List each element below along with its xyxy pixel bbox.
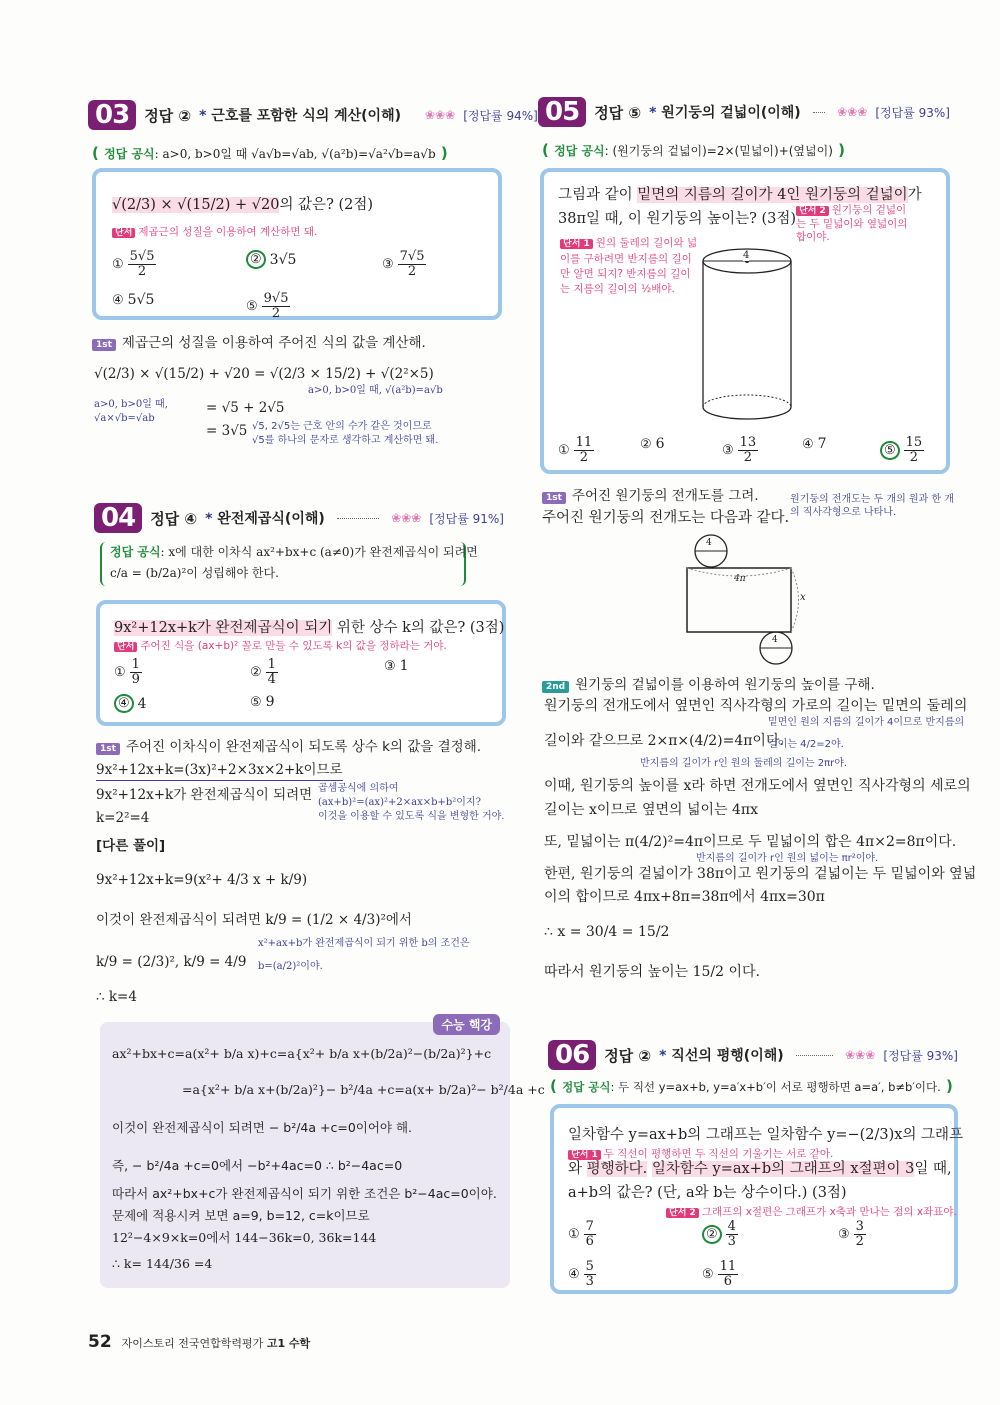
fraction <box>128 250 157 279</box>
hint-text: 주어진 식을 (ax+b)² 꼴로 만들 수 있도록 k의 값을 정하라는 거야. <box>140 640 447 652</box>
choice-marker: ⑤ <box>246 299 258 314</box>
hint-text: 원기둥의 겉넓이는 두 밑넓이와 옆넓이의 합이야. <box>796 204 908 243</box>
choice-marker: ② <box>640 436 652 452</box>
choice-marker: ⑤ <box>250 694 262 710</box>
note: 반지름의 길이가 r인 원의 둘레의 길이는 2πr야. <box>640 758 848 769</box>
note: 원기둥의 전개도는 두 개의 원과 한 개의 직사각형으로 나타나. <box>790 494 954 518</box>
problem-number: 05 <box>538 97 586 127</box>
diameter-label: 4 <box>743 250 750 261</box>
core-line: 12²−4×9×k=0에서 144−36k=0, 36k=144 <box>112 1230 377 1245</box>
hint <box>112 224 317 239</box>
choice-5[interactable] <box>880 436 924 465</box>
solution-line: 주어진 원기둥의 전개도는 다음과 같다. <box>542 510 790 526</box>
fraction <box>854 1220 866 1249</box>
step-1st <box>542 486 759 508</box>
question-highlight: 9x²+12x+k가 완전제곱식이 되기 <box>114 620 333 636</box>
solution-line: k=2²=4 <box>96 810 150 826</box>
choice-marker: ① <box>568 1227 580 1242</box>
choice-marker: ③ <box>382 257 394 272</box>
solution-line: √(2/3) × √(15/2) + √20 = √(2/3 × 15/2) + √(2²×5) <box>94 366 434 382</box>
problem-05-box <box>540 168 950 474</box>
core-line: 이것이 완전제곱식이 되려면 − b²/4a +c=0이어야 해. <box>112 1120 413 1135</box>
note: (ax+b)²=(ax)²+2×ax×b+b²이지? <box>318 797 481 808</box>
formula-text: : (원기둥의 겉넓이)=2×(밑넓이)+(옆넓이) <box>604 144 833 158</box>
denominator: 6 <box>585 1234 594 1249</box>
problem-06-header <box>548 1040 958 1070</box>
core-line: ∴ k= 144/36 =4 <box>112 1256 213 1271</box>
answer: 정답 ⑤ <box>594 103 642 122</box>
formula-label: 정답 공식 <box>562 1080 611 1094</box>
question-highlight: 밑면의 지름의 길이가 4인 원기둥의 겉넓이 <box>637 187 908 203</box>
solution-line: ∴ x = 30/4 = 15/2 <box>544 924 670 940</box>
question-text <box>568 1158 952 1180</box>
correct-rate: [정답률 93%] <box>883 1048 958 1063</box>
problem-03-header <box>88 100 538 130</box>
core-line: =a{x²+ b/a x+(b/2a)²}− b²/4a +c=a(x+ b/2a)²− b²/4a +c <box>182 1082 545 1097</box>
choice-1[interactable] <box>558 436 594 465</box>
difficulty-flowers-icon: ❀❀❀ <box>845 1048 876 1062</box>
denominator: 4 <box>267 672 276 687</box>
denominator: 2 <box>743 450 753 465</box>
correct-rate: [정답률 91%] <box>429 511 504 526</box>
core-lecture-box <box>100 1018 545 1288</box>
choice-1[interactable] <box>114 658 142 687</box>
choice-value: 7 <box>817 436 827 452</box>
note: √5, 2√5는 근호 안의 수가 같은 것이므로 <box>252 421 432 432</box>
formula-text: : a>0, b>0일 때 √a√b=√ab, √(a²b)=√a²√b=a√b <box>154 147 436 161</box>
solution-line: 또, 밑넓이는 π(4/2)²=4π이므로 두 밑넓이의 합은 4π×2=8π이다. <box>544 834 957 850</box>
choice-marker: ① <box>112 257 124 272</box>
correct-rate: [정답률 93%] <box>875 105 950 120</box>
fraction <box>266 658 278 687</box>
core-line: 따라서 ax²+bx+c가 완전제곱식이 되기 위한 조건은 b²−4ac=0이야. <box>112 1186 497 1201</box>
question-highlight: 일차함수 y=ax+b의 그래프의 x절편이 3 <box>651 1161 915 1177</box>
choice-marker: ④ <box>802 436 814 452</box>
answer-formula: ( 정답 공식: a>0, b>0일 때 √a√b=√ab, √(a²b)=√a²√b=a√b ) <box>92 144 448 162</box>
formula-text: : x에 대한 이차식 ax²+bx+c (a≠0)가 완전제곱식이 되려면 <box>160 545 478 559</box>
denominator: 2 <box>271 306 281 321</box>
formula-label: 정답 공식 <box>554 144 605 158</box>
question-text: 그림과 같이 <box>558 187 638 203</box>
difficulty-flowers-icon: ❀❀❀ <box>425 108 456 122</box>
book-title: 자이스토리 전국연합학력평가 <box>121 1337 267 1350</box>
question-text: a+b의 값은? (단, a와 b는 상수이다.) (3점) <box>568 1185 847 1201</box>
fraction <box>584 1220 596 1249</box>
choice-3[interactable] <box>838 1220 866 1249</box>
problem-number: 03 <box>88 100 136 130</box>
choice-marker: ④ <box>112 292 124 308</box>
selected-choice-marker: ⑤ <box>880 441 900 460</box>
topic: * 완전제곱식(이해) <box>205 508 325 528</box>
difficulty-flowers-icon: ❀❀❀ <box>391 511 422 525</box>
choice-value: 1 <box>399 658 409 674</box>
choice-value: 6 <box>655 436 665 452</box>
net-circle-diameter: 4 <box>706 538 712 548</box>
dotted-leader <box>796 1055 834 1056</box>
denominator: 2 <box>137 264 147 279</box>
note: b=(a/2)²이야. <box>258 961 323 972</box>
difficulty-flowers-icon: ❀❀❀ <box>837 105 868 119</box>
numerator: 9√5 <box>263 291 289 306</box>
hint-text: 그래프의 x절편은 그래프가 x축과 만나는 점의 x좌표야. <box>701 1206 957 1218</box>
selected-choice-marker: ④ <box>114 694 134 713</box>
net-circle-diameter: 4 <box>772 635 778 645</box>
problem-04-box <box>96 600 506 726</box>
denominator: 2 <box>407 264 417 279</box>
note: 길이는 4/2=2야. <box>768 739 844 750</box>
question-highlight: √(2/3) × √(15/2) + √20 <box>112 197 280 213</box>
question <box>112 194 373 216</box>
hint-1 <box>560 236 700 297</box>
problem-number: 06 <box>548 1040 596 1070</box>
fraction <box>904 436 925 465</box>
solution-line: = 3√5 <box>206 423 248 439</box>
step-1st <box>92 333 426 355</box>
note: 반지름의 길이가 r인 원의 넓이는 πr²이야. <box>696 853 879 864</box>
answer-formula <box>100 542 478 586</box>
choice-5[interactable] <box>246 292 290 321</box>
hint-text: 두 직선이 평행하면 두 직선의 기울기는 서로 같아. <box>603 1148 834 1160</box>
question-tail: 의 값은? (2점) <box>279 197 373 213</box>
formula-label: 정답 공식 <box>104 147 155 161</box>
step-text: 주어진 이차식이 완전제곱식이 되도록 상수 k의 값을 결정해. <box>125 739 482 755</box>
question-highlight: 평행하다. <box>586 1161 648 1177</box>
choice-marker: ② <box>250 665 262 680</box>
fraction <box>584 1260 596 1289</box>
hint-text: 원의 둘레의 길이와 넓이를 구하려면 반지름의 길이만 알면 되지? 반지름의 길이는 지름의 길이의 ½배야. <box>560 237 698 295</box>
book-subject: 고1 수학 <box>266 1337 311 1350</box>
step-2nd <box>542 675 875 697</box>
solution-line: 이것이 완전제곱식이 되려면 k/9 = (1/2 × 4/3)²에서 <box>96 912 412 928</box>
note: √5를 하나의 문자로 생각하고 계산하면 돼. <box>252 435 439 446</box>
problem-03-box <box>92 168 502 320</box>
step-text: 원기둥의 겉넓이를 이용하여 원기둥의 높이를 구해. <box>575 677 875 693</box>
net-width-label: 4π <box>734 574 746 584</box>
numerator: 7√5 <box>399 249 425 264</box>
cylinder-figure <box>699 247 795 427</box>
numerator: 11 <box>719 1259 737 1274</box>
fraction <box>738 436 759 465</box>
choice-4[interactable] <box>802 436 827 452</box>
choice-marker: ④ <box>568 1267 580 1282</box>
choice-5[interactable] <box>702 1260 738 1289</box>
choice-2[interactable] <box>640 436 665 452</box>
choice-3[interactable] <box>384 658 409 674</box>
numerator: 15 <box>905 435 923 450</box>
question-tail: 위한 상수 k의 값은? (3점) <box>332 620 505 636</box>
alt-solution-heading: [다른 풀이] <box>96 838 166 854</box>
denominator: 2 <box>855 1234 864 1249</box>
solution-line: 길이와 같으므로 2×π×(4/2)=4π이다. <box>544 733 784 749</box>
core-line: ax²+bx+c=a(x²+ b/a x)+c=a{x²+ b/a x+(b/2a)²−(b/2a)²}+c <box>112 1046 492 1061</box>
problem-04-header <box>94 503 504 533</box>
choice-3[interactable] <box>382 250 426 279</box>
formula-text: : 두 직선 y=ax+b, y=a′x+b′이 서로 평행하면 a=a′, b≠b′이다. <box>610 1080 941 1094</box>
numerator: 7 <box>585 1219 594 1234</box>
choice-4[interactable] <box>112 292 154 308</box>
numerator: 3 <box>855 1219 864 1234</box>
page-number: 52 <box>88 1332 112 1352</box>
answer-formula: ( 정답 공식: (원기둥의 겉넓이)=2×(밑넓이)+(옆넓이) ) <box>542 141 845 159</box>
solution-line: 9x²+12x+k=9(x²+ 4/3 x + k/9) <box>96 872 308 888</box>
fraction <box>726 1220 738 1249</box>
solution-line: 따라서 원기둥의 높이는 15/2 이다. <box>544 964 760 980</box>
formula-text: c/a = (b/2a)²이 성립해야 한다. <box>110 566 279 580</box>
denominator: 9 <box>131 672 140 687</box>
hint-text: 제곱근의 성질을 이용하여 계산하면 돼. <box>138 226 318 238</box>
dotted-leader <box>337 518 379 519</box>
step-tag: 1st <box>96 743 120 755</box>
note: a>0, b>0일 때, √(a²b)=a√b <box>308 385 443 396</box>
topic: * 근호를 포함한 식의 계산(이해) <box>199 105 401 125</box>
question-text: 38π일 때, 이 원기둥의 높이는? (3점) <box>558 211 797 227</box>
solution-line: 9x²+12x+k=(3x)²+2×3x×2+k이므로 <box>96 760 343 781</box>
solution-line: 원기둥의 전개도에서 옆면인 직사각형의 가로의 길이는 밑면의 둘레의 <box>544 698 968 714</box>
net-height-label: x <box>800 592 806 603</box>
denominator: 3 <box>585 1274 594 1289</box>
choice-2[interactable] <box>246 250 296 269</box>
solution-line: = √5 + 2√5 <box>206 400 285 416</box>
note: √a×√b=√ab <box>94 413 155 424</box>
step-tag: 2nd <box>542 681 569 693</box>
hint-tag: 단서 <box>114 642 137 652</box>
hint-tag: 단서 2 <box>796 206 829 216</box>
note: x²+ax+b가 완전제곱식이 되기 위한 b의 조건은 <box>258 938 470 949</box>
choice-marker: ① <box>114 665 126 680</box>
hint-2 <box>796 204 916 244</box>
topic: * 원기둥의 겉넓이(이해) <box>649 102 801 122</box>
core-line: 즉, − b²/4a +c=0에서 −b²+4ac=0 ∴ b²−4ac=0 <box>112 1158 403 1173</box>
step-text: 주어진 원기둥의 전개도를 그려. <box>571 488 759 504</box>
choice-1[interactable] <box>112 250 156 279</box>
cylinder-net-figure <box>682 534 812 666</box>
solution-line: 길이는 x이므로 옆면의 넓이는 4πx <box>544 802 758 818</box>
numerator: 11 <box>575 435 593 450</box>
step-1st <box>96 737 481 759</box>
formula-label: 정답 공식 <box>110 545 161 559</box>
numerator: 1 <box>267 657 276 672</box>
numerator: 5 <box>585 1259 594 1274</box>
choice-value: 3√5 <box>269 251 297 268</box>
question-text: 일차함수 y=ax+b의 그래프는 일차함수 y=−(2/3)x의 그래프 <box>568 1127 964 1143</box>
selected-choice-marker: ② <box>246 250 266 269</box>
solution-line: 한편, 원기둥의 겉넓이가 38π이고 원기둥의 겉넓이는 두 밑넓이와 옆넓 <box>544 866 977 882</box>
solution-line: 이때, 원기둥의 높이를 x라 하면 전개도에서 옆면인 직사각형의 세로의 <box>544 778 971 794</box>
solution-line: 이의 합이므로 4πx+8π=38π에서 4πx=30π <box>544 889 825 905</box>
choice-4[interactable] <box>114 694 147 713</box>
step-tag: 1st <box>542 492 566 504</box>
choice-3[interactable] <box>722 436 758 465</box>
step-text: 제곱근의 성질을 이용하여 주어진 식의 값을 계산해. <box>121 335 426 351</box>
question-text: 일 때, <box>914 1161 952 1177</box>
numerator: 4 <box>727 1219 736 1234</box>
problem-05-header <box>538 97 950 127</box>
question <box>114 617 504 639</box>
choice-marker: ③ <box>384 658 396 674</box>
hint-tag: 단서 2 <box>666 1208 699 1218</box>
numerator: 5√5 <box>129 249 155 264</box>
question-text: 가 <box>907 187 922 203</box>
denominator: 2 <box>909 450 919 465</box>
question-text: 와 <box>568 1161 587 1177</box>
fraction <box>130 658 142 687</box>
fraction <box>574 436 595 465</box>
note: 이것을 이용할 수 있도록 식을 변형한 거야. <box>318 811 505 822</box>
choice-5[interactable] <box>250 694 275 710</box>
numerator: 13 <box>739 435 757 450</box>
fraction <box>398 250 427 279</box>
choice-2[interactable] <box>250 658 278 687</box>
note: 밑면인 원의 지름의 길이가 4이므로 반지름의 <box>768 717 965 728</box>
hint <box>114 638 447 653</box>
hint-tag: 단서 1 <box>568 1150 601 1160</box>
hint-2 <box>666 1204 957 1219</box>
choice-value: 5√5 <box>127 292 155 308</box>
numerator: 1 <box>131 657 140 672</box>
choice-value: 4 <box>137 695 147 712</box>
step-tag: 1st <box>92 339 116 351</box>
hint-tag: 단서 1 <box>560 239 593 249</box>
choice-4[interactable] <box>568 1260 596 1289</box>
fraction <box>718 1260 739 1289</box>
core-line: 문제에 적용시켜 보면 a=9, b=12, c=k이므로 <box>112 1208 370 1223</box>
choice-2[interactable] <box>702 1220 738 1249</box>
choice-value: 9 <box>265 694 275 710</box>
note: a>0, b>0일 때, <box>94 399 168 410</box>
question <box>558 184 922 206</box>
denominator: 2 <box>579 450 589 465</box>
answer: 정답 ② <box>604 1046 652 1065</box>
correct-rate: [정답률 94%] <box>463 108 538 123</box>
choice-marker: ⑤ <box>702 1267 714 1282</box>
page-footer <box>88 1332 310 1352</box>
problem-number: 04 <box>94 503 142 533</box>
solution-line: ∴ k=4 <box>96 989 137 1005</box>
fraction <box>262 292 291 321</box>
problem-06-box <box>550 1104 964 1294</box>
hint-tag: 단서 <box>112 228 135 238</box>
selected-choice-marker: ② <box>702 1225 722 1244</box>
topic: * 직선의 평행(이해) <box>659 1045 784 1065</box>
choice-marker: ③ <box>722 443 734 458</box>
answer: 정답 ② <box>144 106 192 125</box>
answer: 정답 ④ <box>150 509 198 528</box>
dotted-leader <box>813 112 826 113</box>
solution-line: k/9 = (2/3)², k/9 = 4/9 <box>96 954 247 970</box>
choice-marker: ③ <box>838 1227 850 1242</box>
note: 곱셈공식에 의하여 <box>318 783 399 794</box>
denominator: 6 <box>723 1274 733 1289</box>
choice-1[interactable] <box>568 1220 596 1249</box>
choice-marker: ① <box>558 443 570 458</box>
core-lecture-tag: 수능 핵강 <box>433 1014 500 1035</box>
solution-line: 9x²+12x+k가 완전제곱식이 되려면 <box>96 787 313 803</box>
denominator: 3 <box>727 1234 736 1249</box>
answer-formula: ( 정답 공식: 두 직선 y=ax+b, y=a′x+b′이 서로 평행하면 a=a′, b≠b′이다. ) <box>550 1077 953 1095</box>
